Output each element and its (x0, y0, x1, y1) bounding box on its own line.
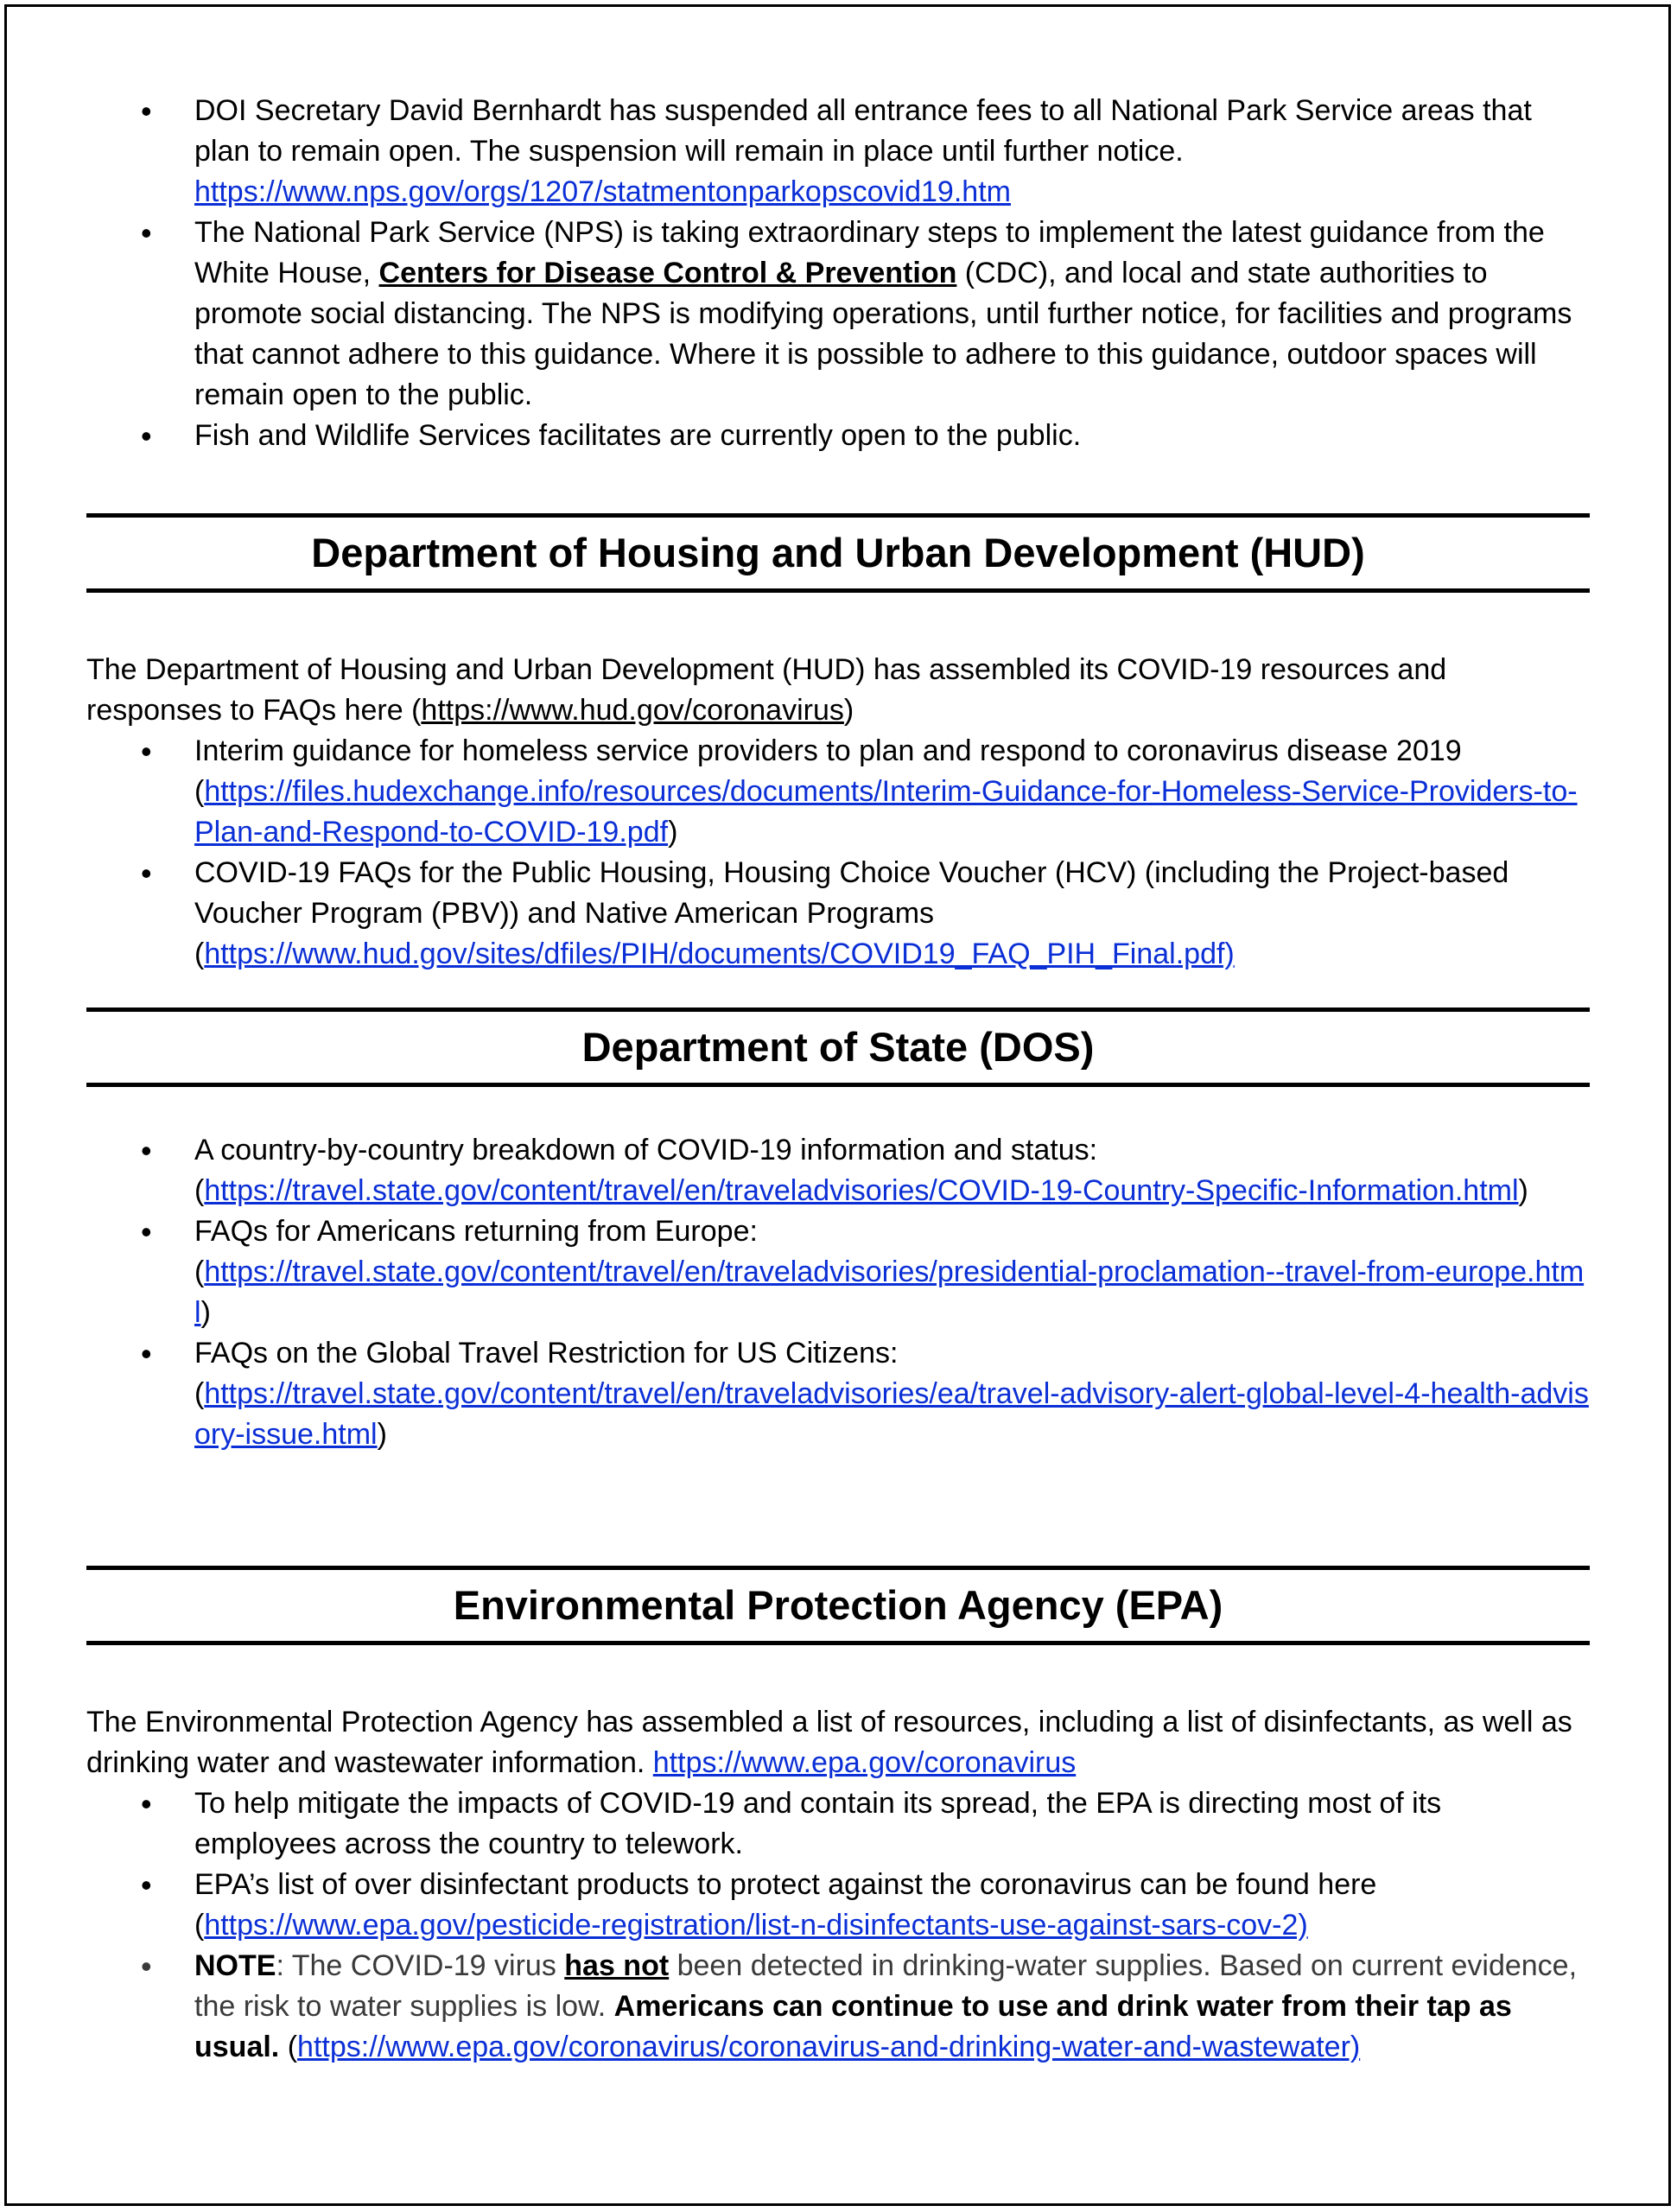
paren-open: ( (194, 1174, 205, 1207)
epa-coronavirus-link[interactable]: https://www.epa.gov/coronavirus (652, 1746, 1077, 1779)
list-item (194, 1211, 1590, 1333)
epa-disinfectants-link[interactable]: https://www.epa.gov/pesticide-registration/list-n-disinfectants-use-against-sars-cov-2) (204, 1909, 1308, 1942)
paren-open: ( (279, 2031, 298, 2063)
paren-close: ) (200, 1296, 211, 1329)
cdc-link[interactable]: Centers for Disease Control & Prevention (378, 257, 957, 289)
bullet-text: Fish and Wildlife Services facilitates are currently open to the public. (194, 419, 1082, 452)
list-item (194, 1333, 1590, 1455)
paren-open: ( (194, 1377, 205, 1410)
list-item (194, 91, 1590, 213)
hud-coronavirus-link[interactable]: https://www.hud.gov/coronavirus (421, 694, 844, 727)
dos-section-title: Department of State (DOS) (86, 1007, 1590, 1087)
doi-bullet-list (86, 91, 1590, 456)
paren-open: ( (194, 938, 205, 970)
bullet-text: (CDC), and local and state authorities to promote social distancing. The NPS is modifying operations, until further notice, for facilities and programs that cannot adhere to this guidance. Where it is possible to adhere to this guidance, outdoor spaces will remain open to the public. (194, 257, 1572, 411)
bullet-text: To help mitigate the impacts of COVID-19 and contain its spread, the EPA is directing most of its employees across the country to telework. (194, 1787, 1442, 1860)
epa-intro (86, 1702, 1590, 1783)
list-item (194, 1946, 1590, 2068)
hud-intro-text: The Department of Housing and Urban Development (HUD) has assembled its COVID-19 resources and responses to FAQs here ( (86, 653, 1447, 727)
list-item (194, 731, 1590, 853)
paren-close: ) (668, 816, 678, 849)
dos-global-travel-link[interactable]: https://travel.state.gov/content/travel/en/traveladvisories/ea/travel-advisory-alert-global-level-4-health-advisory-issue.html (194, 1377, 1589, 1451)
hud-section-title: Department of Housing and Urban Development (HUD) (86, 513, 1590, 593)
note-emphasis: has not (564, 1949, 670, 1982)
nps-statement-link[interactable]: https://www.nps.gov/orgs/1207/statmentonparkopscovid19.htm (194, 175, 1011, 208)
list-item (194, 213, 1590, 416)
hud-intro-close: ) (843, 694, 854, 727)
list-item (194, 1130, 1590, 1211)
bullet-text: A country-by-country breakdown of COVID-19 information and status: (194, 1134, 1098, 1166)
list-item (194, 1865, 1590, 1946)
list-item (194, 416, 1590, 456)
bullet-text: COVID-19 FAQs for the Public Housing, Housing Choice Voucher (HCV) (including the Project-based Voucher Program (PBV)) and Native American Programs (194, 856, 1509, 930)
list-item (194, 853, 1590, 975)
paren-open: ( (194, 775, 205, 808)
hud-intro (86, 650, 1590, 731)
bullet-text: Interim guidance for homeless service providers to plan and respond to coronavirus disease 2019 (194, 734, 1462, 767)
note-text: been detected in drinking-water supplies. Based on current evidence, the risk to water supplies is low. (194, 1949, 1578, 2023)
document-body (86, 91, 1590, 2068)
epa-section-title: Environmental Protection Agency (EPA) (86, 1566, 1590, 1645)
list-item (194, 1783, 1590, 1865)
note-label: NOTE (194, 1949, 276, 1982)
bullet-text: The National Park Service (NPS) is taking extraordinary steps to implement the latest guidance from the White House, (194, 216, 1545, 289)
bullet-text: FAQs for Americans returning from Europe: (194, 1215, 758, 1248)
paren-close: ) (377, 1418, 387, 1451)
paren-close: ) (1518, 1174, 1528, 1207)
epa-bullet-list (86, 1783, 1590, 2068)
hud-bullet-list (86, 731, 1590, 975)
bullet-text: EPA’s list of over disinfectant products to protect against the coronavirus can be found here (194, 1868, 1377, 1901)
dos-europe-faq-link[interactable]: https://travel.state.gov/content/travel/en/traveladvisories/presidential-proclamation--travel-from-europe.html (194, 1255, 1585, 1329)
dos-bullet-list (86, 1130, 1590, 1455)
bullet-text: DOI Secretary David Bernhardt has suspended all entrance fees to all National Park Service areas that plan to remain open. The suspension will remain in place until further notice. (194, 94, 1532, 168)
dos-country-info-link[interactable]: https://travel.state.gov/content/travel/en/traveladvisories/COVID-19-Country-Specific-Information.html (204, 1174, 1519, 1207)
bullet-text: FAQs on the Global Travel Restriction for US Citizens: (194, 1337, 899, 1370)
note-bold-text: Americans can continue to use and drink water from their tap as usual. (194, 1990, 1512, 2063)
note-text: : The COVID-19 virus (276, 1949, 565, 1982)
hud-pih-faq-link[interactable]: https://www.hud.gov/sites/dfiles/PIH/documents/COVID19_FAQ_PIH_Final.pdf) (204, 938, 1235, 970)
paren-open: ( (194, 1255, 205, 1288)
paren-open: ( (194, 1909, 205, 1942)
epa-drinking-water-link[interactable]: https://www.epa.gov/coronavirus/coronavirus-and-drinking-water-and-wastewater) (297, 2031, 1361, 2063)
hud-homeless-guidance-link[interactable]: https://files.hudexchange.info/resources/documents/Interim-Guidance-for-Homeless-Service-Providers-to-Plan-and-Respond-to-COVID-19.pdf (194, 775, 1578, 849)
epa-intro-text: The Environmental Protection Agency has assembled a list of resources, including a list of disinfectants, as well as drinking water and wastewater information. (86, 1706, 1572, 1779)
